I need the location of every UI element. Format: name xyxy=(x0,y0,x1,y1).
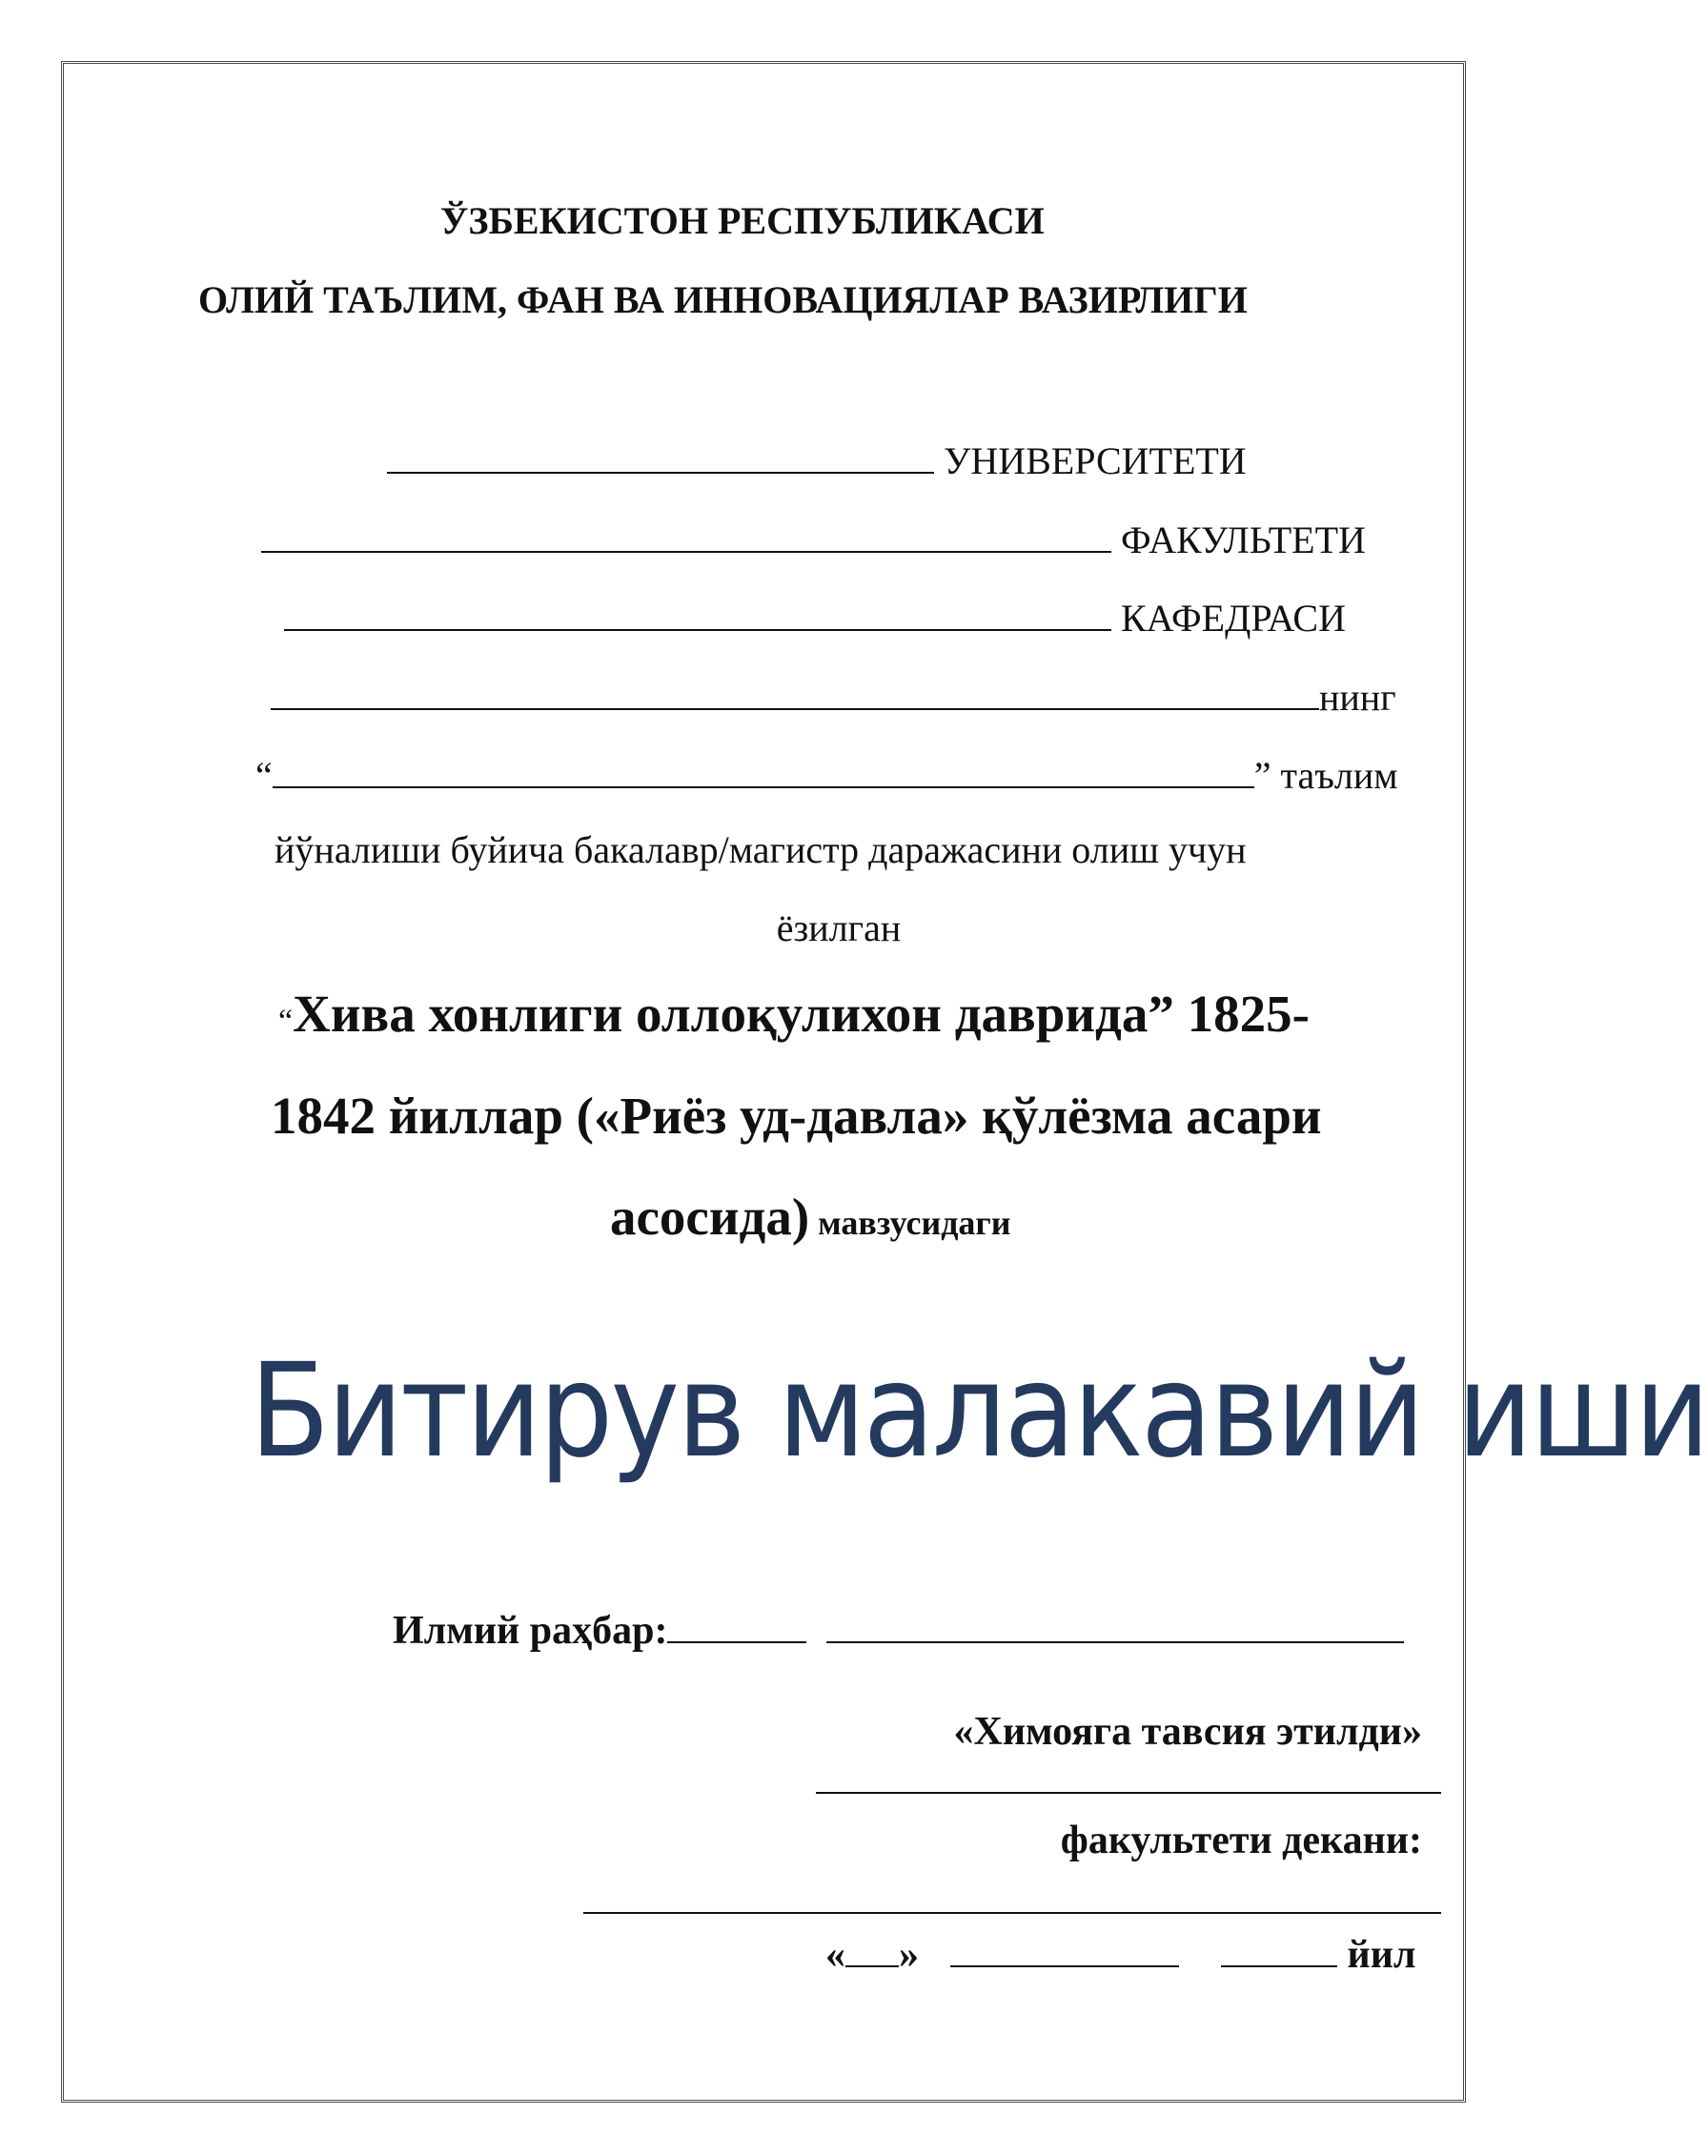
dean-label: факультети декани: xyxy=(1060,1819,1422,1862)
department-line xyxy=(284,591,1346,641)
university-blank[interactable] xyxy=(387,434,934,474)
faculty-blank[interactable] xyxy=(261,513,1111,553)
topic-line-2: 1842 йиллар («Риёз уд-давла» қўлёзма асари xyxy=(271,1087,1322,1145)
university-label: УНИВЕРСИТЕТИ xyxy=(944,439,1247,482)
dean-signature-blank[interactable] xyxy=(583,1912,1441,1914)
year-label: йил xyxy=(1347,1933,1416,1977)
direction-blank[interactable] xyxy=(273,748,1254,788)
recommended-label: «Химояга тавсия этилди» xyxy=(953,1710,1422,1754)
month-blank[interactable] xyxy=(950,1927,1179,1967)
direction-line xyxy=(255,748,1398,798)
recommended-signature-blank[interactable] xyxy=(816,1792,1441,1794)
date-line xyxy=(825,1927,1415,1978)
supervisor-label: Илмий раҳбар: xyxy=(393,1609,668,1653)
republic-heading: ЎЗБЕКИСТОН РЕСПУБЛИКАСИ xyxy=(440,199,1045,242)
student-suffix: нинг xyxy=(1319,676,1396,719)
purpose-line: йўналиши буйича бакалавр/магистр даражасини олиш учун xyxy=(274,828,1247,871)
student-line xyxy=(271,670,1396,720)
topic-line-1 xyxy=(278,984,1310,1044)
student-name-blank[interactable] xyxy=(271,670,1319,710)
direction-label: ” таълим xyxy=(1253,754,1398,797)
topic-line-3 xyxy=(610,1187,1011,1247)
supervisor-signature-blank[interactable] xyxy=(667,1603,806,1643)
department-label: КАФЕДРАСИ xyxy=(1121,597,1346,640)
faculty-label: ФАКУЛЬТЕТИ xyxy=(1121,519,1366,561)
supervisor-name-blank[interactable] xyxy=(826,1603,1404,1643)
topic-line-3-text: асосида) xyxy=(610,1188,810,1246)
day-blank[interactable] xyxy=(845,1927,899,1967)
direction-open-quote: “ xyxy=(255,754,273,797)
faculty-line xyxy=(261,513,1366,562)
written-label: ёзилган xyxy=(776,906,902,949)
date-close-quote: » xyxy=(899,1933,919,1977)
topic-line-1-text: Хива хонлиги оллоқулихон даврида” 1825- xyxy=(293,985,1310,1043)
document-type-title: Битирув малакавий иши xyxy=(250,1336,1708,1487)
university-line xyxy=(387,434,1247,483)
year-blank[interactable] xyxy=(1221,1927,1337,1967)
topic-open-quote: “ xyxy=(278,1004,294,1039)
page-border xyxy=(61,61,1466,2103)
topic-suffix: мавзусидаги xyxy=(809,1204,1011,1242)
date-open-quote: « xyxy=(825,1933,845,1977)
department-blank[interactable] xyxy=(284,591,1111,631)
supervisor-line xyxy=(393,1603,1404,1654)
ministry-heading: ОЛИЙ ТАЪЛИМ, ФАН ВА ИННОВАЦИЯЛАР ВАЗИРЛИГИ xyxy=(198,278,1248,321)
